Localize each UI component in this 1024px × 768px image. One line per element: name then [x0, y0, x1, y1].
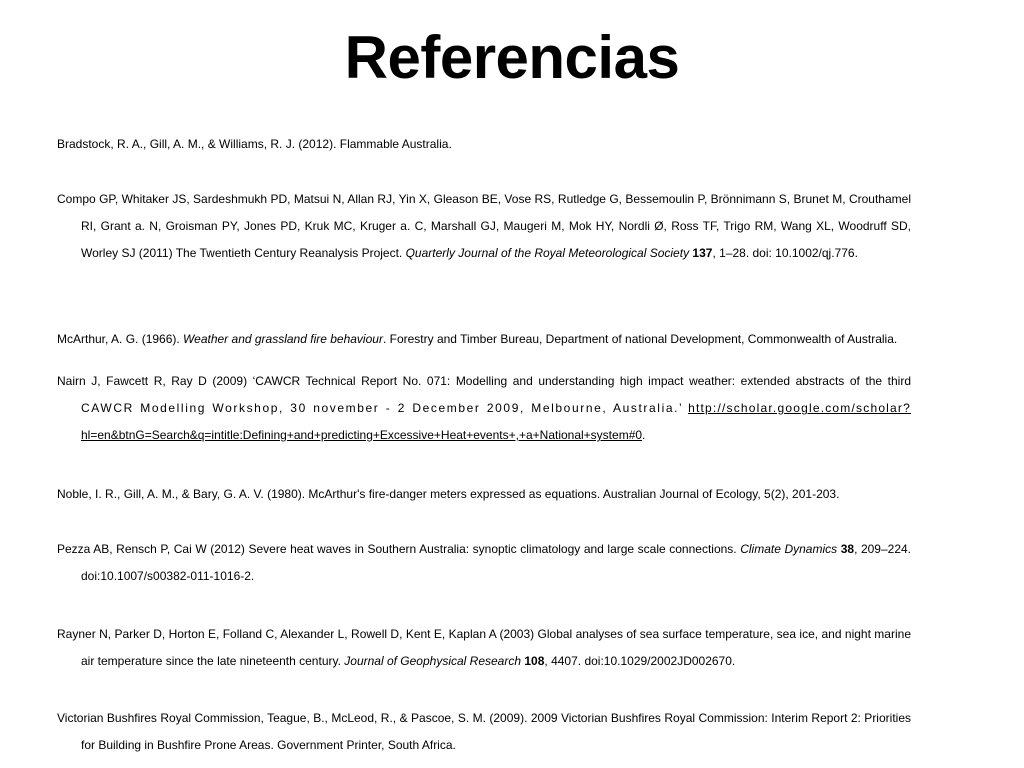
journal-title: Climate Dynamics: [740, 542, 838, 556]
reference-nairn: [57, 368, 911, 449]
journal-volume: 137: [692, 246, 713, 260]
reference-text: Compo GP, Whitaker JS, Sardeshmukh PD, Matsui N, Allan RJ, Yin X, Gleason BE, Vose RS, Rutledge G, Bessemoulin P, Brönnimann S, Brunet M, Crouthamel RI, Grant a. N, Groisman PY, Jones PD, Kruk MC, Kruger a. C, Marshall GJ, Maugeri M, Mok HY, Nordli Ø, Ross TF, Trigo RM, Wang XL, Woodruff SD, Worley SJ (2011) The Twentieth Century Reanalysis Project.: [57, 192, 911, 260]
reference-pezza: [57, 536, 911, 590]
reference-noble: [57, 481, 911, 508]
reference-text: , 1–28. doi: 10.1002/qj.776.: [712, 246, 858, 260]
scholar-link-query[interactable]: hl=en&btnG=Search&q=intitle:Defining+and+predicting+Excessive+Heat+events+,+a+National+system#0: [81, 428, 643, 442]
reference-text-spaced: CAWCR Modelling Workshop, 30 november - 2 December 2009, Melbourne, Australia.’: [81, 401, 684, 415]
reference-text: Bradstock, R. A., Gill, A. M., & Williams, R. J. (2012). Flammable Australia.: [57, 137, 452, 151]
reference-rayner: [57, 621, 911, 675]
book-title: Weather and grassland fire behaviour: [183, 332, 383, 346]
reference-text: Nairn J, Fawcett R, Ray D (2009) ‘CAWCR Technical Report No. 071: Modelling and understanding high impact weather: extended abstracts of the third: [57, 374, 911, 388]
reference-compo: [57, 186, 911, 267]
reference-text: Pezza AB, Rensch P, Cai W (2012) Severe heat waves in Southern Australia: synoptic climatology and large scale connections.: [57, 542, 741, 556]
journal-volume: 108: [524, 654, 545, 668]
reference-text: Victorian Bushfires Royal Commission, Teague, B., McLeod, R., & Pascoe, S. M. (2009). 2009 Victorian Bushfires Royal Commission: Interim Report 2: Priorities for Building in Bushfire Prone Areas. Government Printer, South Africa.: [57, 711, 911, 752]
reference-text: , 209–224. doi:10.1007/s00382-011-1016-2.: [81, 542, 912, 583]
scholar-link[interactable]: http://scholar.google.com/scholar?: [688, 401, 911, 415]
journal-volume: 38: [840, 542, 855, 556]
reference-bradstock: [57, 131, 911, 158]
reference-text: , 4407. doi:10.1029/2002JD002670.: [544, 654, 736, 668]
journal-title: Journal of Geophysical Research: [344, 654, 522, 668]
journal-title: Quarterly Journal of the Royal Meteorological Society: [405, 246, 690, 260]
reference-text: McArthur, A. G. (1966).: [57, 332, 184, 346]
reference-mcarthur: [57, 326, 911, 353]
page-title: Referencias: [344, 24, 680, 91]
reference-text: Noble, I. R., Gill, A. M., & Bary, G. A. V. (1980). McArthur's fire-danger meters expressed as equations. Australian Journal of Ecology, 5(2), 201-203.: [57, 487, 840, 501]
reference-text: .: [642, 428, 646, 442]
reference-text: . Forestry and Timber Bureau, Department of national Development, Commonwealth of Australia.: [382, 332, 898, 346]
reference-victorian-bushfires: [57, 705, 911, 759]
reference-text: Rayner N, Parker D, Horton E, Folland C, Alexander L, Rowell D, Kent E, Kaplan A (2003) Global analyses of sea surface temperature, sea ice, and night marine air temperature since the late nineteenth century.: [57, 627, 911, 668]
